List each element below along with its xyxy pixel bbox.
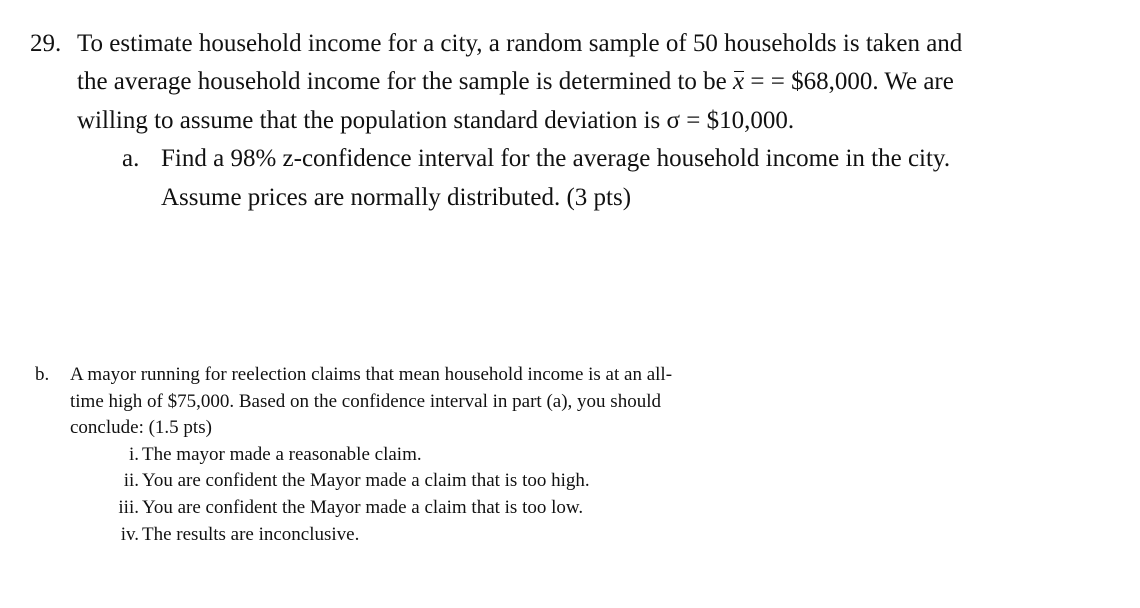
option-numeral: i. bbox=[128, 444, 139, 465]
part-a-line-2: Assume prices are normally distributed. (3 pts) bbox=[161, 184, 632, 211]
part-a-line-1: Find a 98% z-confidence interval for the average household income in the city. bbox=[161, 145, 951, 172]
question-line-3: willing to assume that the population standard deviation is σ = $10,000. bbox=[77, 107, 795, 134]
part-b-line-1: A mayor running for reelection claims that mean household income is at an all- bbox=[70, 364, 673, 385]
question-line-1: To estimate household income for a city, a random sample of 50 households is taken and bbox=[77, 30, 963, 57]
option-text: You are confident the Mayor made a claim that is too high. bbox=[142, 470, 590, 491]
option-text: The results are inconclusive. bbox=[142, 524, 360, 545]
question-line-2-value: = = $68,000. We are bbox=[750, 68, 954, 95]
option-numeral: ii. bbox=[123, 470, 139, 491]
part-b-line-2: time high of $75,000. Based on the confidence interval in part (a), you should bbox=[70, 391, 661, 412]
option-numeral: iii. bbox=[118, 497, 139, 518]
question-line-2-text: the average household income for the sample is determined to be bbox=[77, 68, 727, 95]
part-b-line-3: conclude: (1.5 pts) bbox=[70, 417, 212, 438]
part-b-label: b. bbox=[35, 364, 50, 385]
sample-mean-symbol: x bbox=[733, 68, 745, 95]
question-number: 29. bbox=[30, 30, 62, 57]
option-text: You are confident the Mayor made a claim that is too low. bbox=[142, 497, 584, 518]
option-numeral: iv. bbox=[120, 524, 139, 545]
part-a-label: a. bbox=[122, 145, 140, 172]
question-line-2 bbox=[77, 68, 954, 96]
option-text: The mayor made a reasonable claim. bbox=[142, 444, 422, 465]
